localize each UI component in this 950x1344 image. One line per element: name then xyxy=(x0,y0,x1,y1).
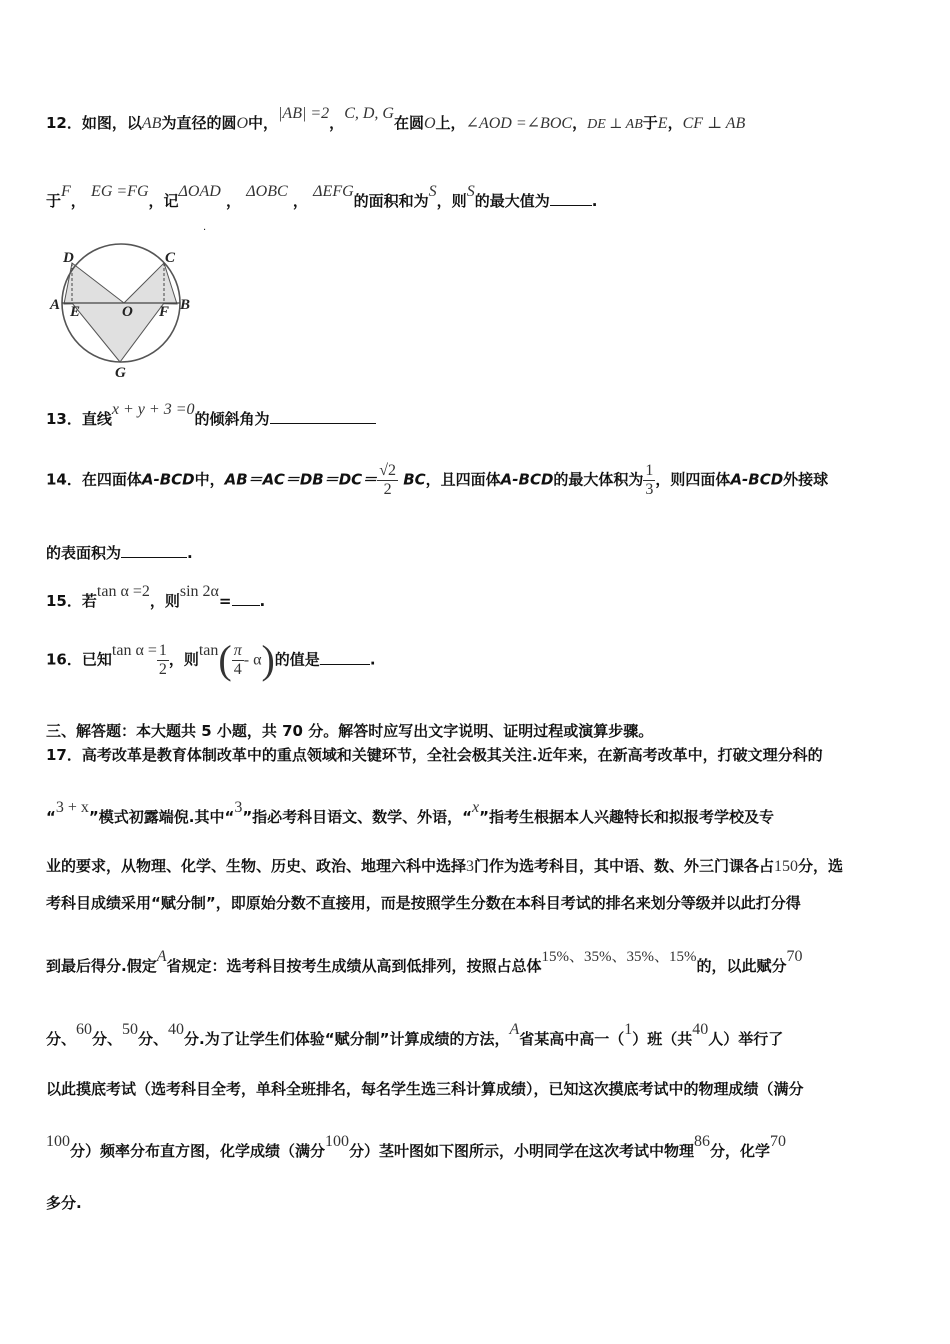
math: A xyxy=(156,948,167,965)
numerator: π xyxy=(233,641,242,659)
text: ）班（共 xyxy=(632,1030,693,1048)
math: tan xyxy=(198,641,219,659)
text: ，则 xyxy=(436,192,467,210)
math: tan α =2 xyxy=(96,583,150,600)
math: x + y + 3 =0 xyxy=(111,401,195,418)
text: 分）频率分布直方图，化学成绩（满分 xyxy=(70,1142,326,1160)
answer-blank xyxy=(320,650,370,665)
math: ΔOAD xyxy=(178,183,221,200)
denominator: 2 xyxy=(383,480,392,498)
text: 省某高中高一（ xyxy=(519,1030,625,1048)
text: 在圆 xyxy=(393,114,424,132)
numerator: 1 xyxy=(645,462,654,479)
text: 直线 xyxy=(81,410,112,428)
label-b: B xyxy=(180,297,191,313)
text: 为直径的圆 xyxy=(161,114,237,132)
text: 于 xyxy=(642,114,658,132)
text: 到最后得分.假定 xyxy=(46,957,157,975)
text: 于 xyxy=(46,192,62,210)
right-paren: ) xyxy=(261,637,275,682)
text: 省规定：选考科目按考生成绩从高到低排列，按照占总体 xyxy=(166,957,542,975)
q17-line4 xyxy=(46,892,801,913)
label-a: A xyxy=(50,297,61,313)
text: . xyxy=(369,650,376,669)
q17-line5 xyxy=(46,948,803,976)
question-number: 17． xyxy=(46,746,82,764)
text: 的面积和为 xyxy=(353,192,429,210)
text: ， xyxy=(70,192,86,210)
question-number: 16． xyxy=(46,650,82,669)
math: EG =FG xyxy=(91,183,149,200)
math: A xyxy=(509,1021,520,1038)
text: ，则四面体 xyxy=(655,470,731,489)
math: 70 xyxy=(786,948,803,965)
text: 业的要求，从物理、化学、生物、历史、政治、地理六科中选择 xyxy=(46,857,467,875)
question-number: 13． xyxy=(46,410,82,428)
text: ”模式初露端倪.其中“ xyxy=(88,808,235,826)
text: ， xyxy=(292,192,308,210)
answer-blank xyxy=(270,409,376,424)
label-c: C xyxy=(165,250,176,266)
math: F xyxy=(61,183,71,200)
text: 的最大值为 xyxy=(474,192,550,210)
text: 的表面积为 xyxy=(46,544,122,562)
numerator: √2 xyxy=(379,462,396,479)
math: sin 2α xyxy=(179,583,219,600)
denominator: 3 xyxy=(645,480,654,498)
math: 40 xyxy=(168,1021,185,1038)
math: 86 xyxy=(694,1133,711,1150)
math: A-BCD xyxy=(141,470,195,489)
text: 人）举行了 xyxy=(708,1030,784,1048)
math: 70 xyxy=(770,1133,787,1150)
triangle-efg xyxy=(72,303,164,362)
label-o: O xyxy=(122,304,133,320)
q15-line xyxy=(46,583,266,611)
math: C, D, G xyxy=(344,105,394,122)
question-number: 15． xyxy=(46,592,82,610)
math: ∠AOD =∠BOC xyxy=(465,115,573,132)
math: |AB| =2 xyxy=(278,105,330,122)
fraction-pi-over-4 xyxy=(232,642,244,678)
text: 外接球 xyxy=(783,470,829,489)
numerator: 1 xyxy=(158,641,167,659)
label-d: D xyxy=(63,250,74,266)
answer-blank xyxy=(550,191,592,206)
text: 分、 xyxy=(92,1030,123,1048)
q13-line xyxy=(46,401,376,429)
fraction-sqrt2-over-2 xyxy=(377,462,398,498)
math: 40 xyxy=(692,1021,709,1038)
q17-line2 xyxy=(46,799,775,827)
text: 中， xyxy=(194,470,225,489)
math: 3 xyxy=(234,799,243,816)
text: ， xyxy=(329,114,345,132)
text: 的倾斜角为 xyxy=(194,410,270,428)
q17-line6 xyxy=(46,1021,784,1049)
math: 100 xyxy=(46,1133,70,1150)
q17-line9 xyxy=(46,1192,82,1213)
text: 在四面体 xyxy=(81,470,142,489)
math: 150 xyxy=(774,858,799,875)
q17-line8 xyxy=(46,1133,787,1161)
math: E xyxy=(657,115,668,132)
label-e: E xyxy=(70,304,81,320)
answer-blank xyxy=(121,543,187,558)
label-g: G xyxy=(115,365,126,380)
q12-line2 xyxy=(46,183,598,211)
q17-line3 xyxy=(46,855,843,876)
math: O xyxy=(423,115,436,132)
math: AB xyxy=(141,115,162,132)
text: ， xyxy=(226,192,242,210)
text: 若 xyxy=(81,592,97,610)
math: S xyxy=(466,183,475,200)
text: 如图，以 xyxy=(81,114,142,132)
text: 中， xyxy=(248,114,279,132)
text: 门作为选考科目，其中语、数、外三门课各占 xyxy=(474,857,775,875)
math: AB＝AC＝DB＝DC＝ xyxy=(224,470,378,489)
text: ，则 xyxy=(168,650,199,669)
math: 50 xyxy=(122,1021,139,1038)
answer-blank xyxy=(232,591,260,606)
q14-line2 xyxy=(46,542,193,563)
math: 3 + x xyxy=(55,799,89,816)
math: O xyxy=(236,115,249,132)
text: 分、 xyxy=(46,1030,77,1048)
q17-line7 xyxy=(46,1078,804,1099)
math: - α xyxy=(243,651,262,669)
text: 分.为了让学生们体验“赋分制”计算成绩的方法， xyxy=(184,1030,510,1048)
text: 的值是 xyxy=(274,650,320,669)
q14-line1 xyxy=(46,462,828,498)
text: 的，以此赋分 xyxy=(696,957,787,975)
stray-dot: . xyxy=(203,222,207,233)
math: 3 xyxy=(466,858,475,875)
math: ΔOBC xyxy=(246,183,288,200)
text: 的最大体积为 xyxy=(553,470,644,489)
math: 60 xyxy=(76,1021,93,1038)
text: 分）茎叶图如下图所示，小明同学在这次考试中物理 xyxy=(349,1142,695,1160)
text: ， xyxy=(572,114,588,132)
left-paren: ( xyxy=(218,637,232,682)
math: x xyxy=(472,799,480,816)
text: “ xyxy=(46,808,56,826)
text: 考科目成绩采用“赋分制”，即原始分数不直接用，而是按照学生分数在本科目考试的排名来划分等级并以此打分得 xyxy=(46,894,801,912)
text: 多分. xyxy=(46,1194,82,1212)
text: = xyxy=(218,592,232,610)
text: ”指考生根据本人兴趣特长和拟报考学校及专 xyxy=(479,808,775,826)
math: DE ⊥ AB xyxy=(587,117,643,132)
text: 以此摸底考试（选考科目全考，单科全班排名，每名学生选三科计算成绩），已知这次摸底考试中的物理成绩（满分 xyxy=(46,1080,804,1098)
q12-line1 xyxy=(46,105,746,133)
text: ”指必考科目语文、数学、外语，“ xyxy=(242,808,473,826)
math: 15%、35%、35%、15% xyxy=(541,949,697,965)
math: A-BCD xyxy=(500,470,554,489)
denominator: 2 xyxy=(158,660,167,678)
q16-line xyxy=(46,637,376,682)
math: tan α = xyxy=(111,641,157,659)
text: 上， xyxy=(435,114,466,132)
denominator: 4 xyxy=(233,660,242,678)
text: 分、 xyxy=(138,1030,169,1048)
math: A-BCD xyxy=(730,470,784,489)
fraction-1-over-2 xyxy=(157,642,169,678)
text: 高考改革是教育体制改革中的重点领域和关键环节，全社会极其关注.近年来，在新高考改革中，打破文理分科的 xyxy=(81,746,823,764)
math: BC xyxy=(403,470,426,489)
text: . xyxy=(187,544,193,562)
math: 1 xyxy=(624,1021,633,1038)
text: 已知 xyxy=(81,650,112,669)
text: ， xyxy=(667,114,683,132)
math: ΔEFG xyxy=(313,183,354,200)
fraction-1-over-3 xyxy=(643,462,655,498)
question-number: 12． xyxy=(46,114,82,132)
text: 分，选 xyxy=(798,857,844,875)
text: 分，化学 xyxy=(710,1142,771,1160)
question-number: 14． xyxy=(46,470,82,489)
label-f: F xyxy=(159,304,170,320)
math: S xyxy=(428,183,437,200)
text: ，记 xyxy=(148,192,179,210)
text: . xyxy=(591,192,598,210)
math: CF ⊥ AB xyxy=(682,115,746,132)
text: ，则 xyxy=(149,592,180,610)
circle-figure xyxy=(44,240,204,380)
q17-line1 xyxy=(46,744,823,765)
text: ，且四面体 xyxy=(425,470,501,489)
text: . xyxy=(259,592,266,610)
math: 100 xyxy=(325,1133,350,1150)
section-heading: 三、解答题：本大题共 5 小题，共 70 分。解答时应写出文字说明、证明过程或演算步骤。 xyxy=(46,722,654,740)
